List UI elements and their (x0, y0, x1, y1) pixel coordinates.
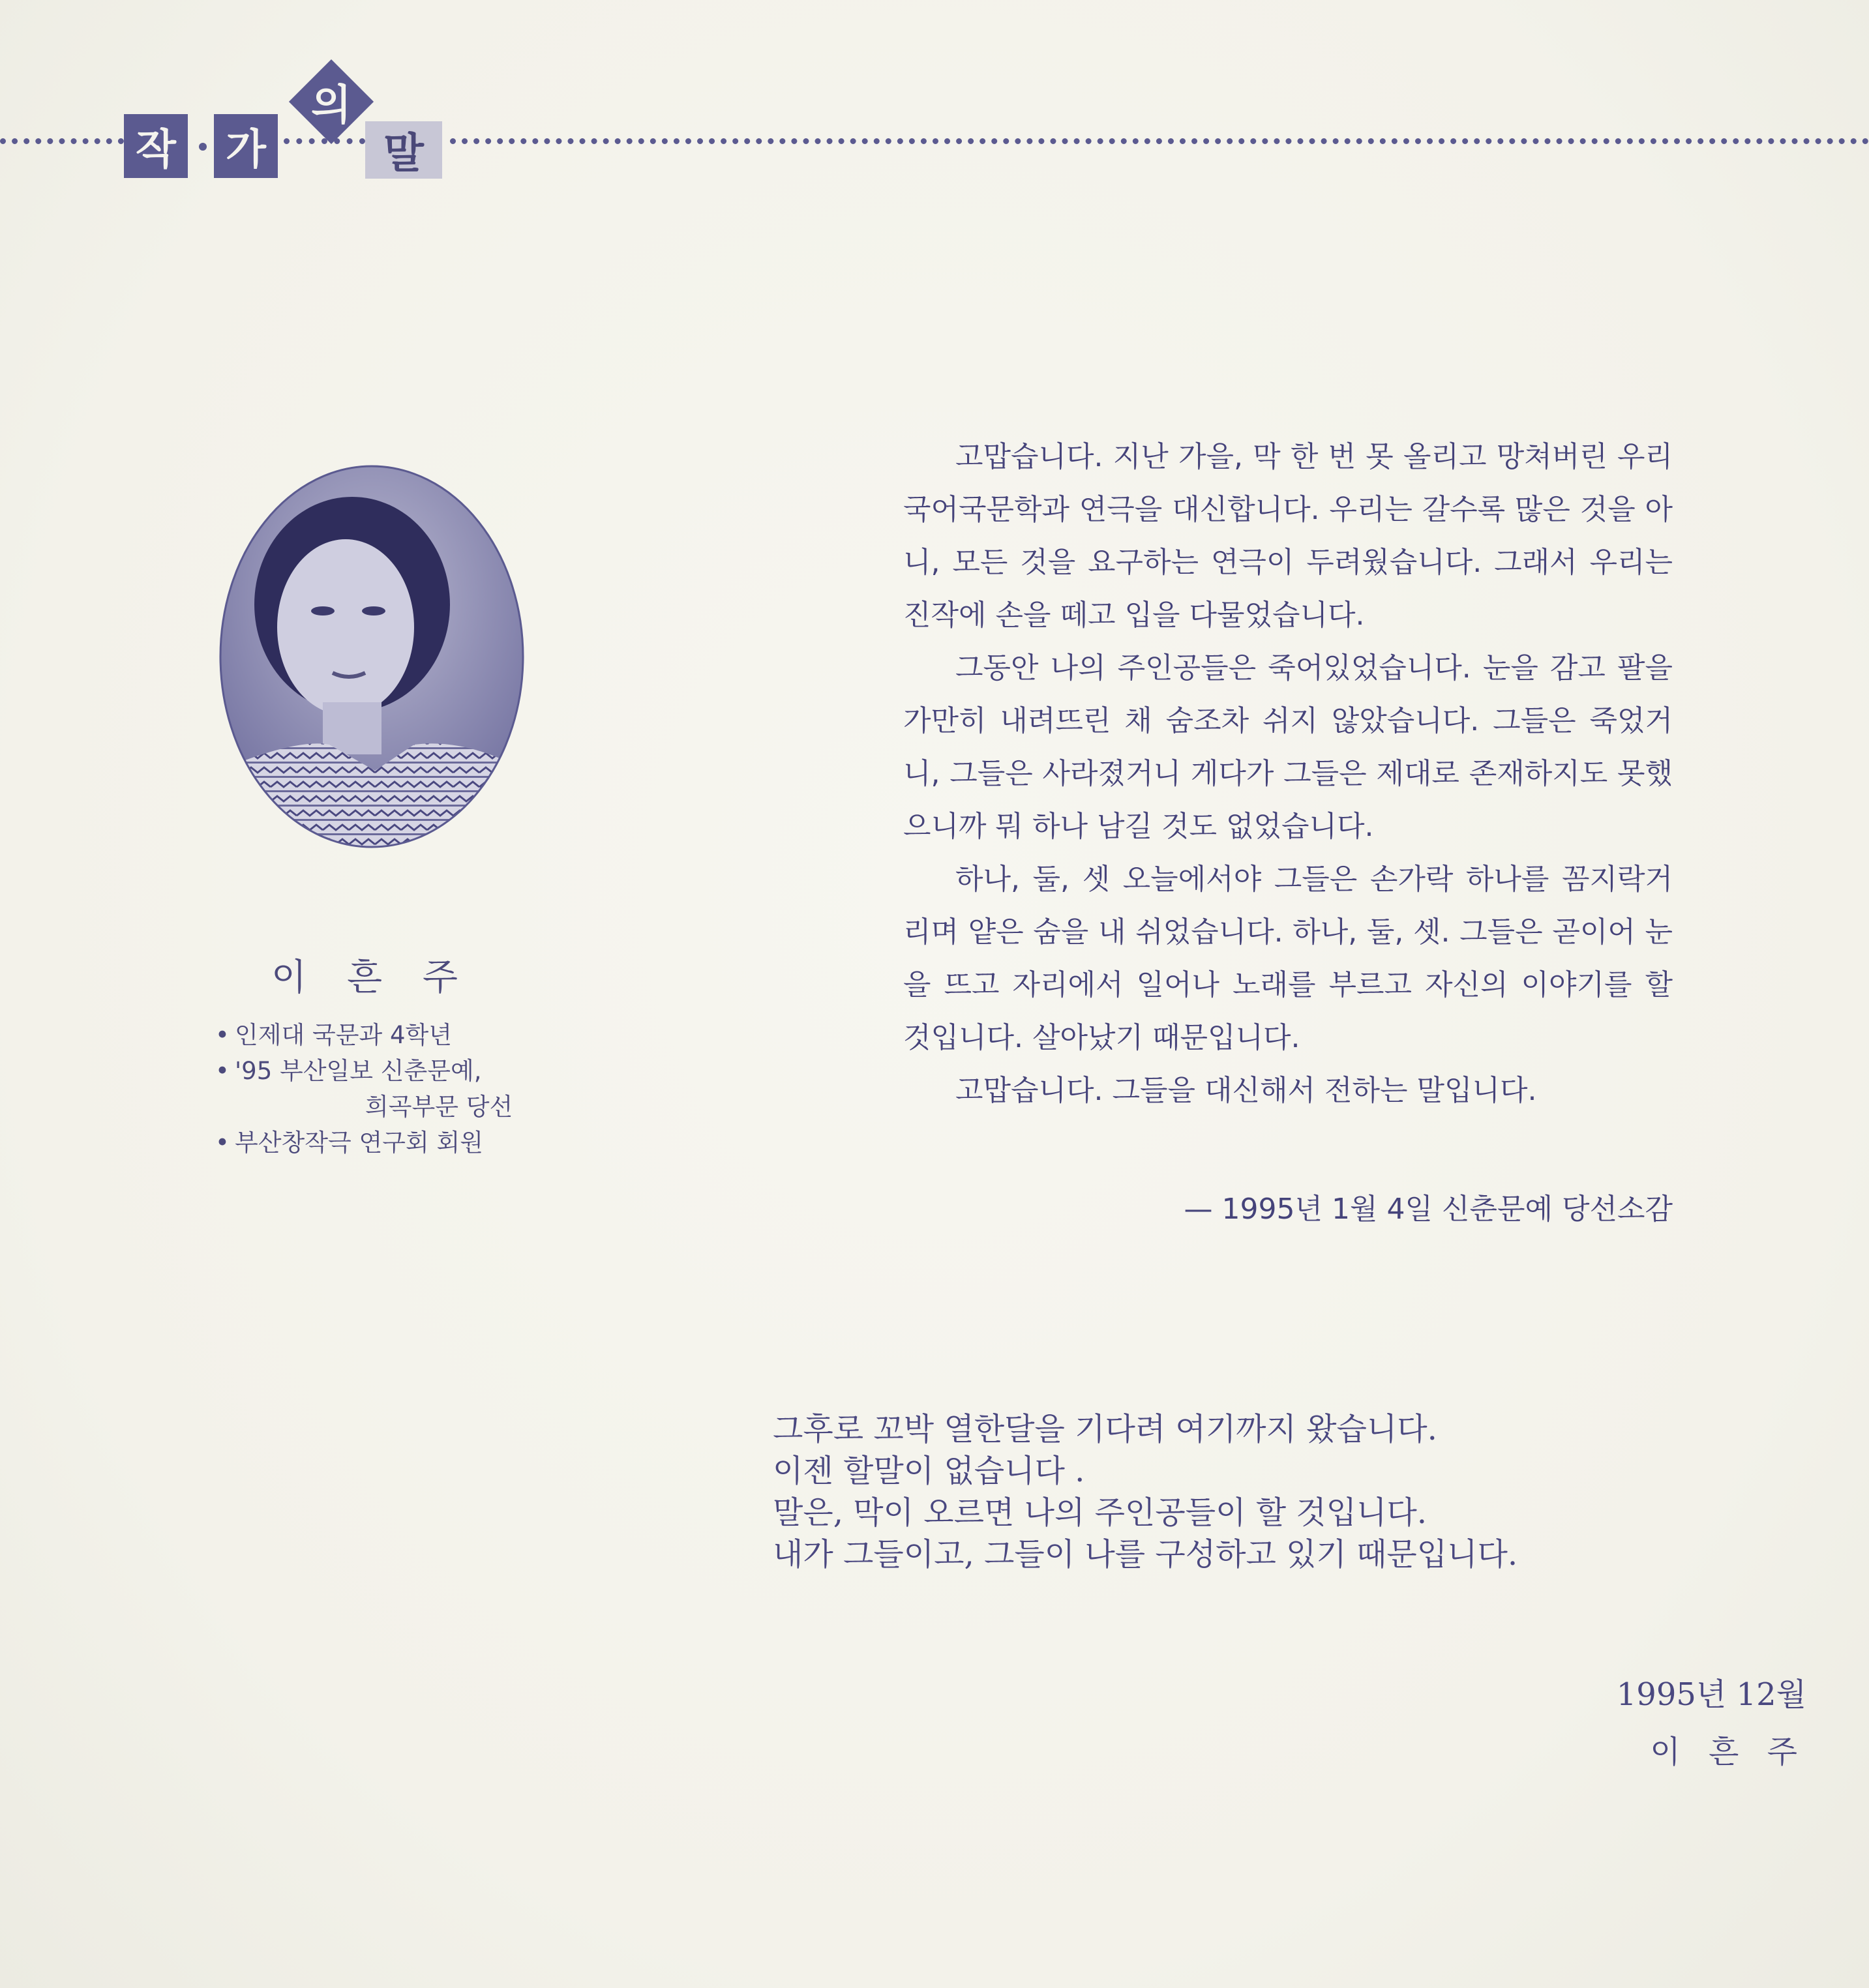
letter-paragraph: 고맙습니다. 지난 가을, 막 한 번 못 올리고 망쳐버린 우리 국어국문학과 연극을 대신합니다. 우리는 갈수록 많은 것을 아니, 모든 것을 요구하는 연극이 두려웠습니다. 그래서 우리는 진작에 손을 떼고 입을 다물었습니다. (903, 440, 1673, 632)
afterword-line: 말은, 막이 오르면 나의 주인공들이 할 것입니다. (773, 1494, 1428, 1531)
letter-paragraph: 고맙습니다. 그들을 대신해서 전하는 말입니다. (955, 1074, 1537, 1107)
bio-item: • '95 부산일보 신춘문예, 희곡부문 당선 (215, 1053, 580, 1125)
bio-item: • 인제대 국문과 4학년 (215, 1017, 580, 1053)
closing-date: 1995년 12월 (1616, 1676, 1806, 1713)
dotted-rule-right (450, 138, 1869, 144)
title-char-4: 말 (365, 121, 442, 179)
afterword-line: 내가 그들이고, 그들이 나를 구성하고 있기 때문입니다. (773, 1536, 1518, 1573)
title-char-3: 의 (289, 59, 374, 144)
bio-item: • 부산창작극 연구회 회원 (215, 1125, 580, 1161)
letter-paragraph: 하나, 둘, 셋 오늘에서야 그들은 손가락 하나를 꼼지락거리며 얕은 숨을 내 쉬었습니다. 하나, 둘, 셋. 그들은 곧이어 눈을 뜨고 자리에서 일어나 노래를 부르고 자신의 이야기를 할 것입니다. 살아났기 때문입니다. (903, 863, 1673, 1054)
bio-item-continuation: 희곡부문 당선 (365, 1093, 513, 1121)
closing-signature: 이 흔 주 (1650, 1734, 1806, 1770)
afterword-line: 그후로 꼬박 열한달을 기다려 여기까지 왔습니다. (773, 1411, 1437, 1447)
author-name: 이 흔 주 (271, 957, 472, 999)
afterword-line: 이젠 할말이 없습니다 . (773, 1453, 1085, 1489)
dotted-rule-left (0, 138, 124, 144)
letter-signoff: — 1995년 1월 4일 신춘문예 당선소감 (1184, 1193, 1673, 1226)
afterword (773, 1408, 1686, 1575)
author-bio-list (215, 1017, 580, 1161)
letter-paragraph: 그동안 나의 주인공들은 죽어있었습니다. 눈을 감고 팔을 가만히 내려뜨린 채 숨조차 쉬지 않았습니다. 그들은 죽었거니, 그들은 사라졌거니 게다가 그들은 제대로 존재하지도 못했으니까 뭐 하나 남길 것도 없었습니다. (903, 651, 1673, 843)
title-char-1: 작 (124, 114, 188, 178)
author-portrait (218, 464, 525, 849)
title-separator-dot (199, 143, 207, 151)
dotted-rule-middle (284, 138, 365, 144)
acceptance-letter (903, 430, 1673, 1117)
title-char-2: 가 (214, 114, 278, 178)
